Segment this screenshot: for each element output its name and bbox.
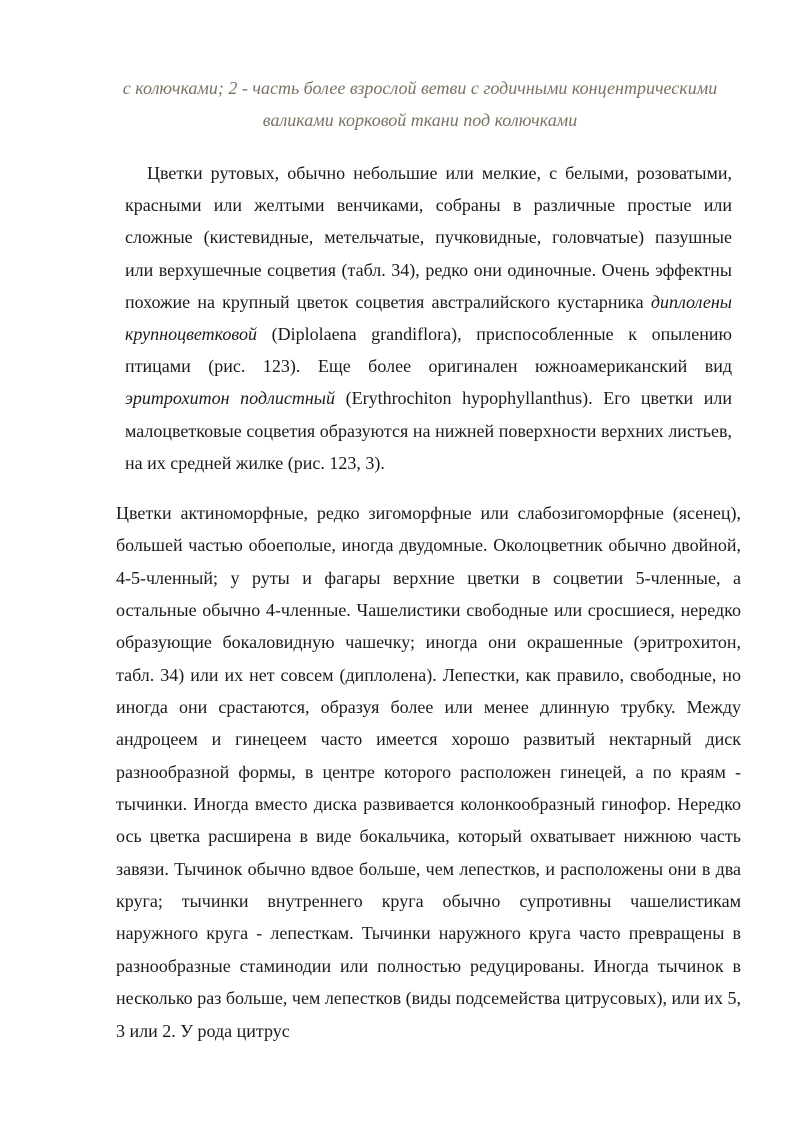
paragraph-flowers-description [125,157,732,479]
paragraph-flower-structure: Цветки актиноморфные, редко зигоморфные или слабозигоморфные (ясенец), большей частью обоеполые, иногда двудомные. Околоцветник обычно двойной, 4-5-членный; у руты и фагары верхние цветки в соцветии 5-членные, а остальные обычно 4-членные. Чашелистики свободные или сросшиеся, нередко образующие бокаловидную чашечку; иногда они окрашенные (эритрохитон, табл. 34) или их нет совсем (диплолена). Лепестки, как правило, свободные, но иногда они срастаются, образуя более или менее длинную трубку. Между андроцеем и гинецеем часто имеется хорошо развитый нектарный диск разнообразной формы, в центре которого расположен гинецей, а по краям - тычинки. Иногда вместо диска развивается колонкообразный гинофор. Нередко ось цветка расширена в виде бокальчика, который охватывает нижнюю часть завязи. Тычинок обычно вдвое больше, чем лепестков, и расположены они в два круга; тычинки внутреннего круга обычно супротивны чашелистикам наружного круга - лепесткам. Тычинки наружного круга часто превращены в разнообразные стаминодии или полностью редуцированы. Иногда тычинок в несколько раз больше, чем лепестков (виды подсемейства цитрусовых), или их 5, 3 или 2. У рода цитрус [116,503,741,1041]
paragraph-text: (Diplolaena grandiflora), приспособленные к опылению птицами (рис. 123). Еще более оригинален южноамериканский вид [125,324,732,377]
species-name-italic: эритрохитон подлистный [125,388,335,409]
paragraph-text: Цветки рутовых, обычно небольшие или мелкие, с белыми, розоватыми, красными или желтыми венчиками, собраны в различные простые или сложные (кистевидные, метельчатые, пучковидные, головчатые) пазушные или верхушечные соцветия (табл. 34), редко они одиночные. Очень эффектны похожие на крупный цветок соцветия австралийского кустарника [125,163,732,312]
species-name-italic: диплолены крупноцветковой [125,291,732,345]
paragraph-text: (Erythrochiton hypophyllanthus). Его цветки или малоцветковые соцветия образуются на нижней поверхности верхних листьев, на их средней жилке (рис. 123, 3). [125,388,732,473]
figure-caption: с колючками; 2 - часть более взрослой ветви с годичными концентрическими валиками корковой ткани под колючками [122,78,718,130]
